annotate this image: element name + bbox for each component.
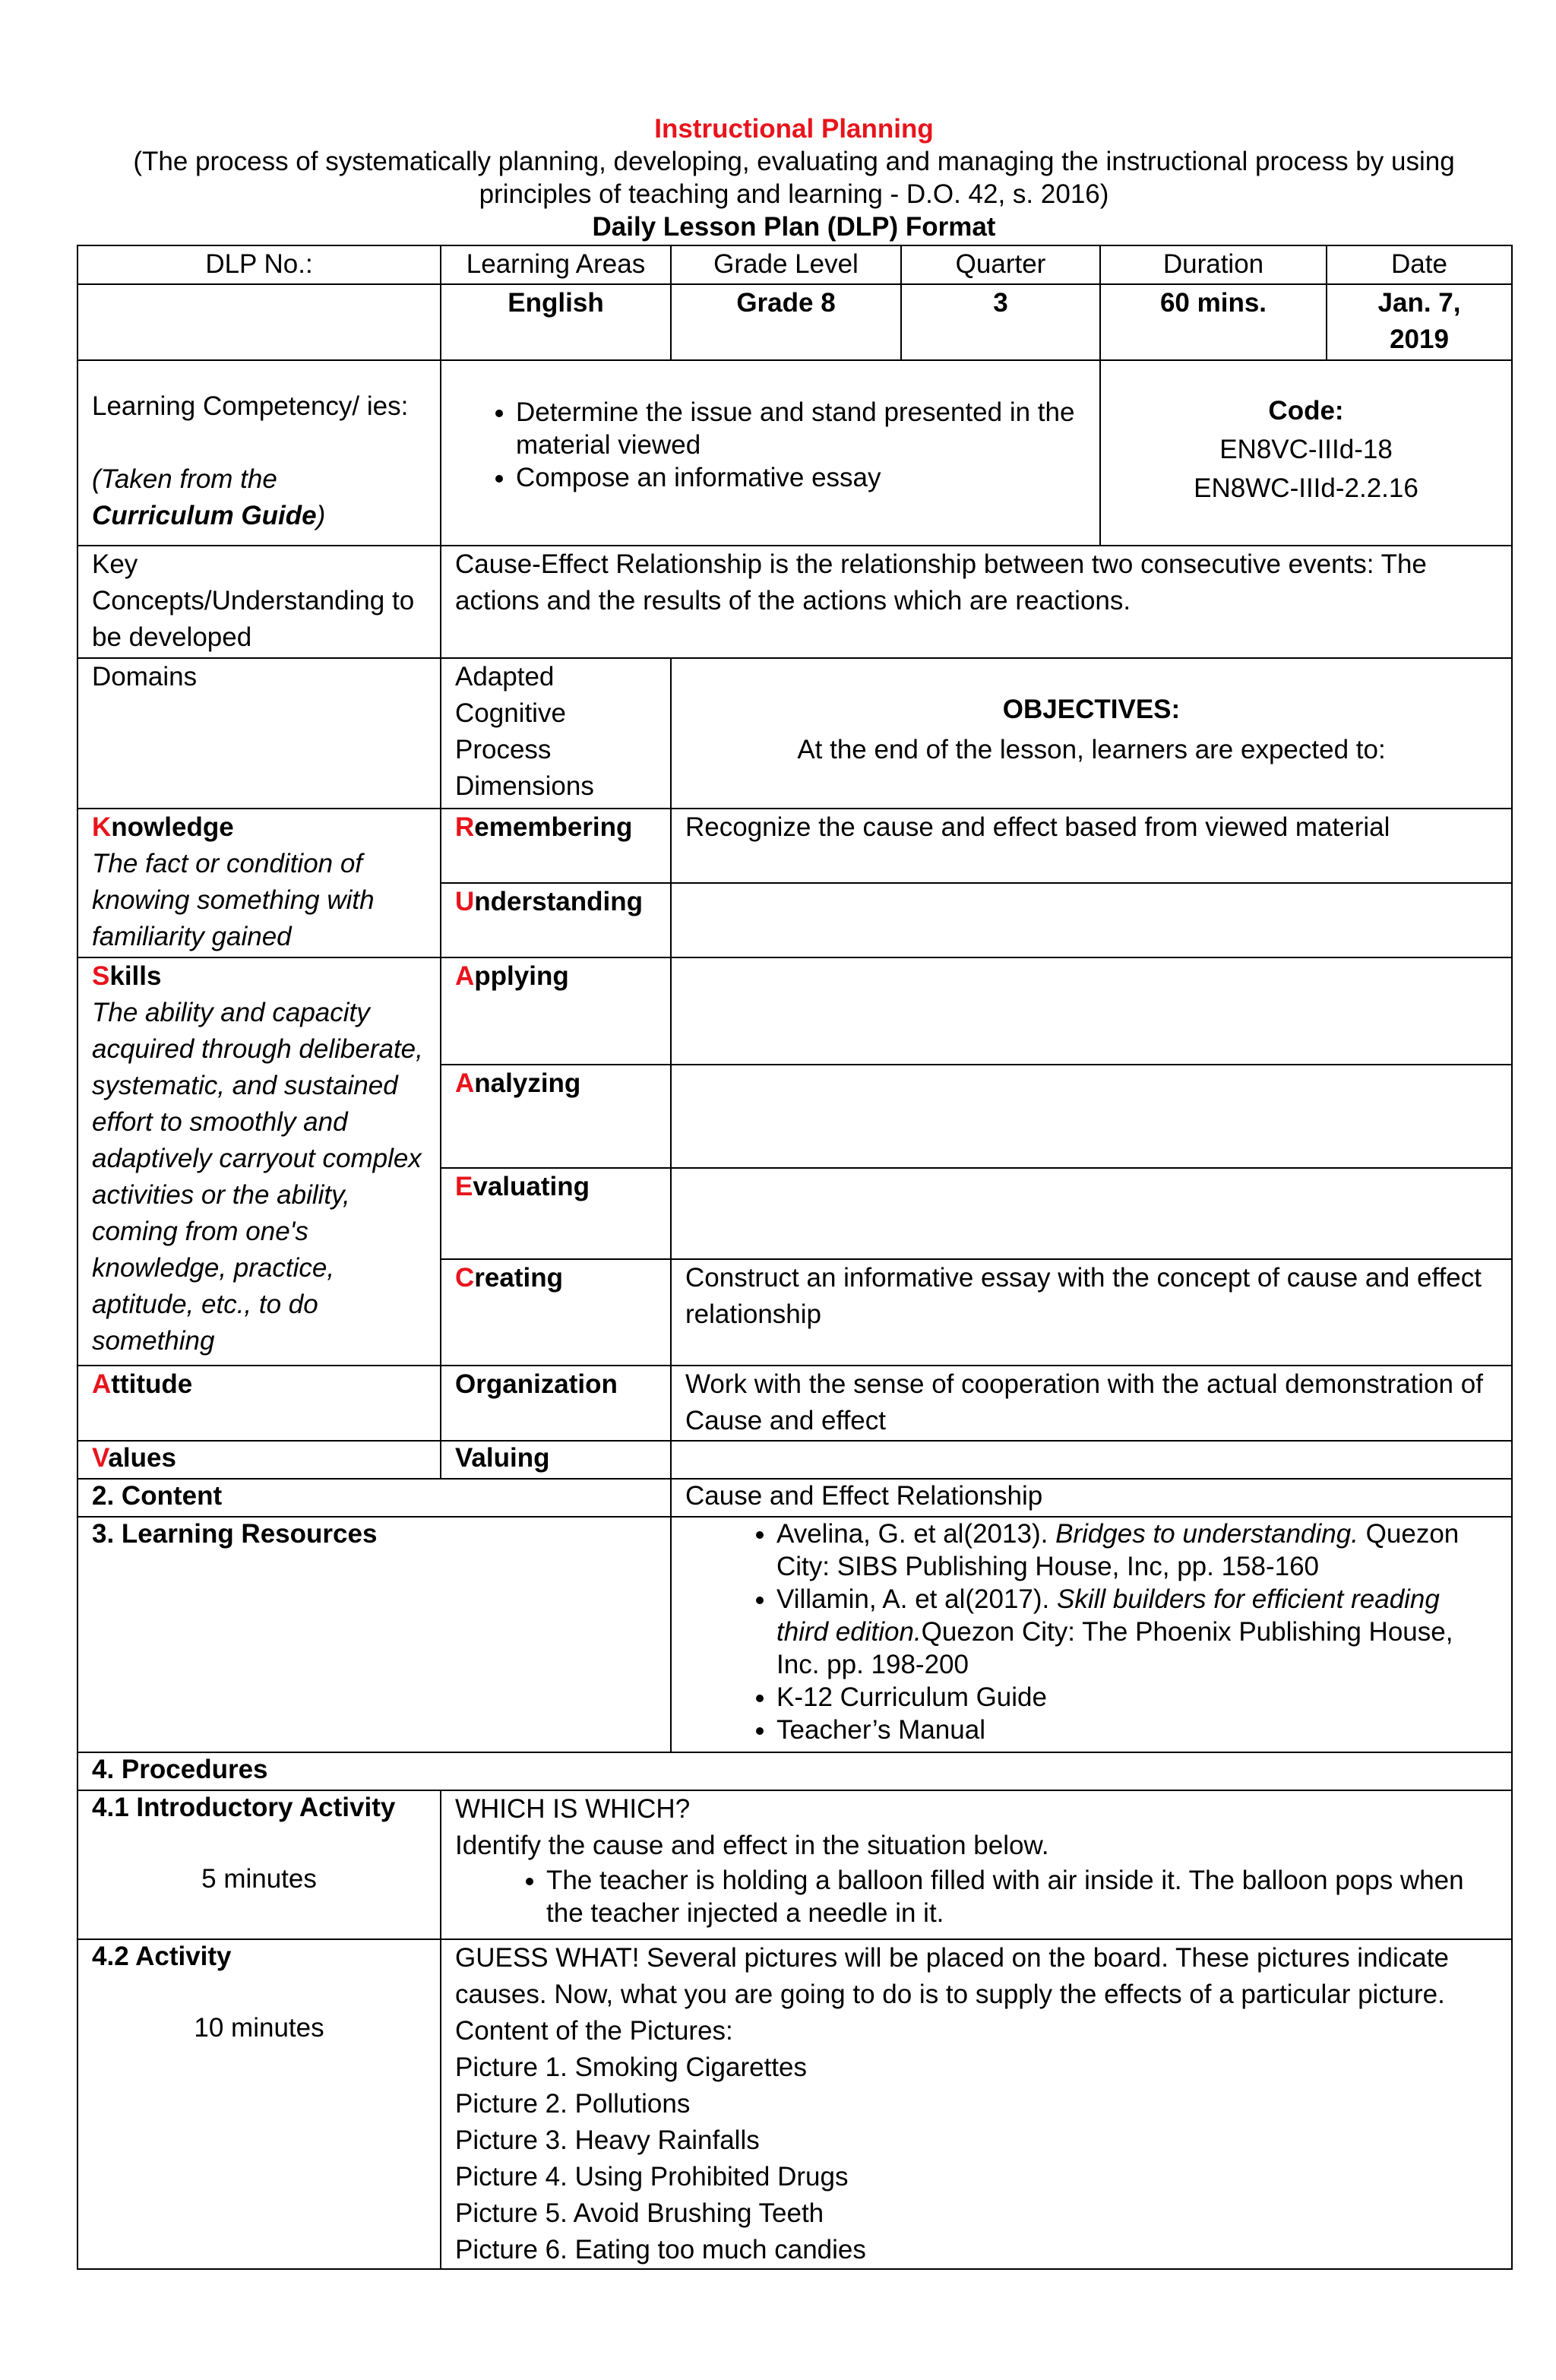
process-evaluating: Evaluating: [441, 1168, 671, 1259]
process-applying: Applying: [441, 957, 671, 1065]
header-learning-areas: Learning Areas: [441, 245, 671, 284]
resources-list-cell: [671, 1517, 1512, 1752]
picture-item: Picture 6. Eating too much candies: [455, 2235, 866, 2264]
competency-item: • Compose an informative essay: [516, 461, 1086, 494]
objective-evaluating: [671, 1168, 1512, 1259]
picture-item: Picture 2. Pollutions: [455, 2089, 691, 2119]
objective-remembering: Recognize the cause and effect based from viewed material: [671, 809, 1512, 883]
competency-code-cell: [1100, 360, 1512, 546]
quarter-value: 3: [901, 284, 1100, 360]
header-date: Date: [1327, 245, 1512, 284]
key-concepts-text: Cause-Effect Relationship is the relationship between two consecutive events: The actions and the results of the actions which are reactions.: [441, 546, 1512, 658]
intro-activity-heading: WHICH IS WHICH?: [455, 1794, 691, 1824]
process-creating: Creating: [441, 1259, 671, 1366]
learning-area-value: English: [441, 284, 671, 360]
resource-item: • Villamin, A. et al(2017). Skill builders for efficient reading third edition.Quezon City: The Phoenix Publishing House, Inc. pp. 198-200: [776, 1583, 1497, 1681]
competency-items-cell: [441, 360, 1100, 546]
activity-content-label: Content of the Pictures:: [455, 2016, 733, 2046]
attitude-heading: Attitude: [77, 1366, 441, 1441]
header-quarter: Quarter: [901, 245, 1100, 284]
date-value: [1327, 284, 1512, 360]
objective-creating: Construct an informative essay with the concept of cause and effect relationship: [671, 1259, 1512, 1366]
objectives-header: [671, 658, 1512, 809]
picture-item: Picture 3. Heavy Rainfalls: [455, 2125, 760, 2155]
objectives-subtitle: At the end of the lesson, learners are expected to:: [797, 735, 1386, 764]
intro-activity-time: 5 minutes: [201, 1864, 317, 1894]
resource-item: • Avelina, G. et al(2013). Bridges to understanding. Quezon City: SIBS Publishing House, Inc, pp. 158-160: [776, 1518, 1497, 1583]
code-value: EN8VC-IIId-18: [1219, 435, 1393, 464]
code-value: EN8WC-IIId-2.2.16: [1194, 473, 1418, 503]
objective-applying: [671, 957, 1512, 1065]
process-remembering: Remembering: [441, 809, 671, 883]
domains-label: Domains: [77, 658, 441, 809]
knowledge-description: The fact or condition of knowing something with familiarity gained: [92, 849, 375, 951]
header-duration: Duration: [1100, 245, 1327, 284]
competency-source: (Taken from the: [92, 464, 277, 494]
objective-understanding: [671, 883, 1512, 957]
competency-item: • Determine the issue and stand presented in the material viewed: [516, 396, 1086, 461]
process-analyzing: Analyzing: [441, 1065, 671, 1168]
skills-heading: Skills: [92, 961, 162, 991]
document-header: [76, 112, 1512, 243]
picture-item: Picture 5. Avoid Brushing Teeth: [455, 2198, 824, 2228]
resource-item: • K-12 Curriculum Guide: [776, 1681, 1497, 1714]
intro-activity-label-cell: [77, 1790, 441, 1939]
objectives-title: OBJECTIVES:: [1002, 695, 1181, 724]
key-concepts-label: Key Concepts/Understanding to be developed: [77, 546, 441, 658]
intro-activity-bullet: • The teacher is holding a balloon filled with air inside it. The balloon pops when the teacher injected a needle in it.: [546, 1864, 1497, 1929]
objective-organization: Work with the sense of cooperation with the actual demonstration of Cause and effect: [671, 1366, 1512, 1441]
page-title: Instructional Planning: [654, 114, 934, 144]
resources-label: 3. Learning Resources: [77, 1517, 671, 1752]
duration-value: 60 mins.: [1100, 284, 1327, 360]
objective-analyzing: [671, 1065, 1512, 1168]
grade-level-value: Grade 8: [671, 284, 901, 360]
process-valuing: Valuing: [441, 1441, 671, 1479]
skills-domain-cell: [77, 957, 441, 1366]
date-line-2: 2019: [1390, 324, 1449, 354]
competency-label: Learning Competency/ ies:: [92, 391, 409, 421]
activity-label: 4.2 Activity: [92, 1942, 232, 1971]
date-line-1: Jan. 7,: [1377, 288, 1461, 318]
header-dlp-no: DLP No.:: [77, 245, 441, 284]
skills-description: The ability and capacity acquired through deliberate, systematic, and sustained effort to smoothly and adaptively carryout complex activities or the ability, coming from one's knowledge, practice, aptitude, etc., to do something: [92, 998, 423, 1356]
content-label: 2. Content: [77, 1479, 671, 1517]
header-grade-level: Grade Level: [671, 245, 901, 284]
curriculum-guide-text: Curriculum Guide: [92, 501, 317, 530]
intro-activity-instruction: Identify the cause and effect in the situation below.: [455, 1831, 1049, 1860]
dlp-table: [77, 245, 1513, 2270]
intro-activity-label: 4.1 Introductory Activity: [92, 1793, 396, 1822]
process-understanding: Understanding: [441, 883, 671, 957]
knowledge-domain-cell: [77, 809, 441, 957]
procedures-label: 4. Procedures: [77, 1752, 1512, 1790]
process-organization: Organization: [441, 1366, 671, 1441]
process-dimensions-label: Adapted Cognitive Process Dimensions: [441, 658, 671, 809]
content-text: Cause and Effect Relationship: [671, 1479, 1512, 1517]
resource-item: • Teacher’s Manual: [776, 1714, 1497, 1746]
picture-item: Picture 1. Smoking Cigarettes: [455, 2052, 807, 2082]
competency-label-cell: Learning Competency/ ies: (Taken from the Curriculum Guide): [77, 360, 441, 546]
knowledge-heading: Knowledge: [92, 812, 234, 842]
subtitle-line-1: (The process of systematically planning, developing, evaluating and managing the instructional process by using: [133, 147, 1455, 176]
format-title: Daily Lesson Plan (DLP) Format: [592, 212, 996, 242]
values-heading: Values: [77, 1441, 441, 1479]
objective-valuing: [671, 1441, 1512, 1479]
code-label: Code:: [1268, 396, 1344, 426]
activity-text: GUESS WHAT! Several pictures will be placed on the board. These pictures indicate causes. Now, what you are going to do is to supply the effects of a particular picture.: [455, 1943, 1449, 2009]
activity-time: 10 minutes: [194, 2013, 324, 2043]
picture-item: Picture 4. Using Prohibited Drugs: [455, 2162, 849, 2192]
activity-label-cell: [77, 1939, 441, 2269]
dlp-no-value: [77, 284, 441, 360]
intro-activity-cell: [441, 1790, 1512, 1939]
activity-cell: [441, 1939, 1512, 2269]
subtitle-line-2: principles of teaching and learning - D.O. 42, s. 2016): [479, 179, 1109, 209]
